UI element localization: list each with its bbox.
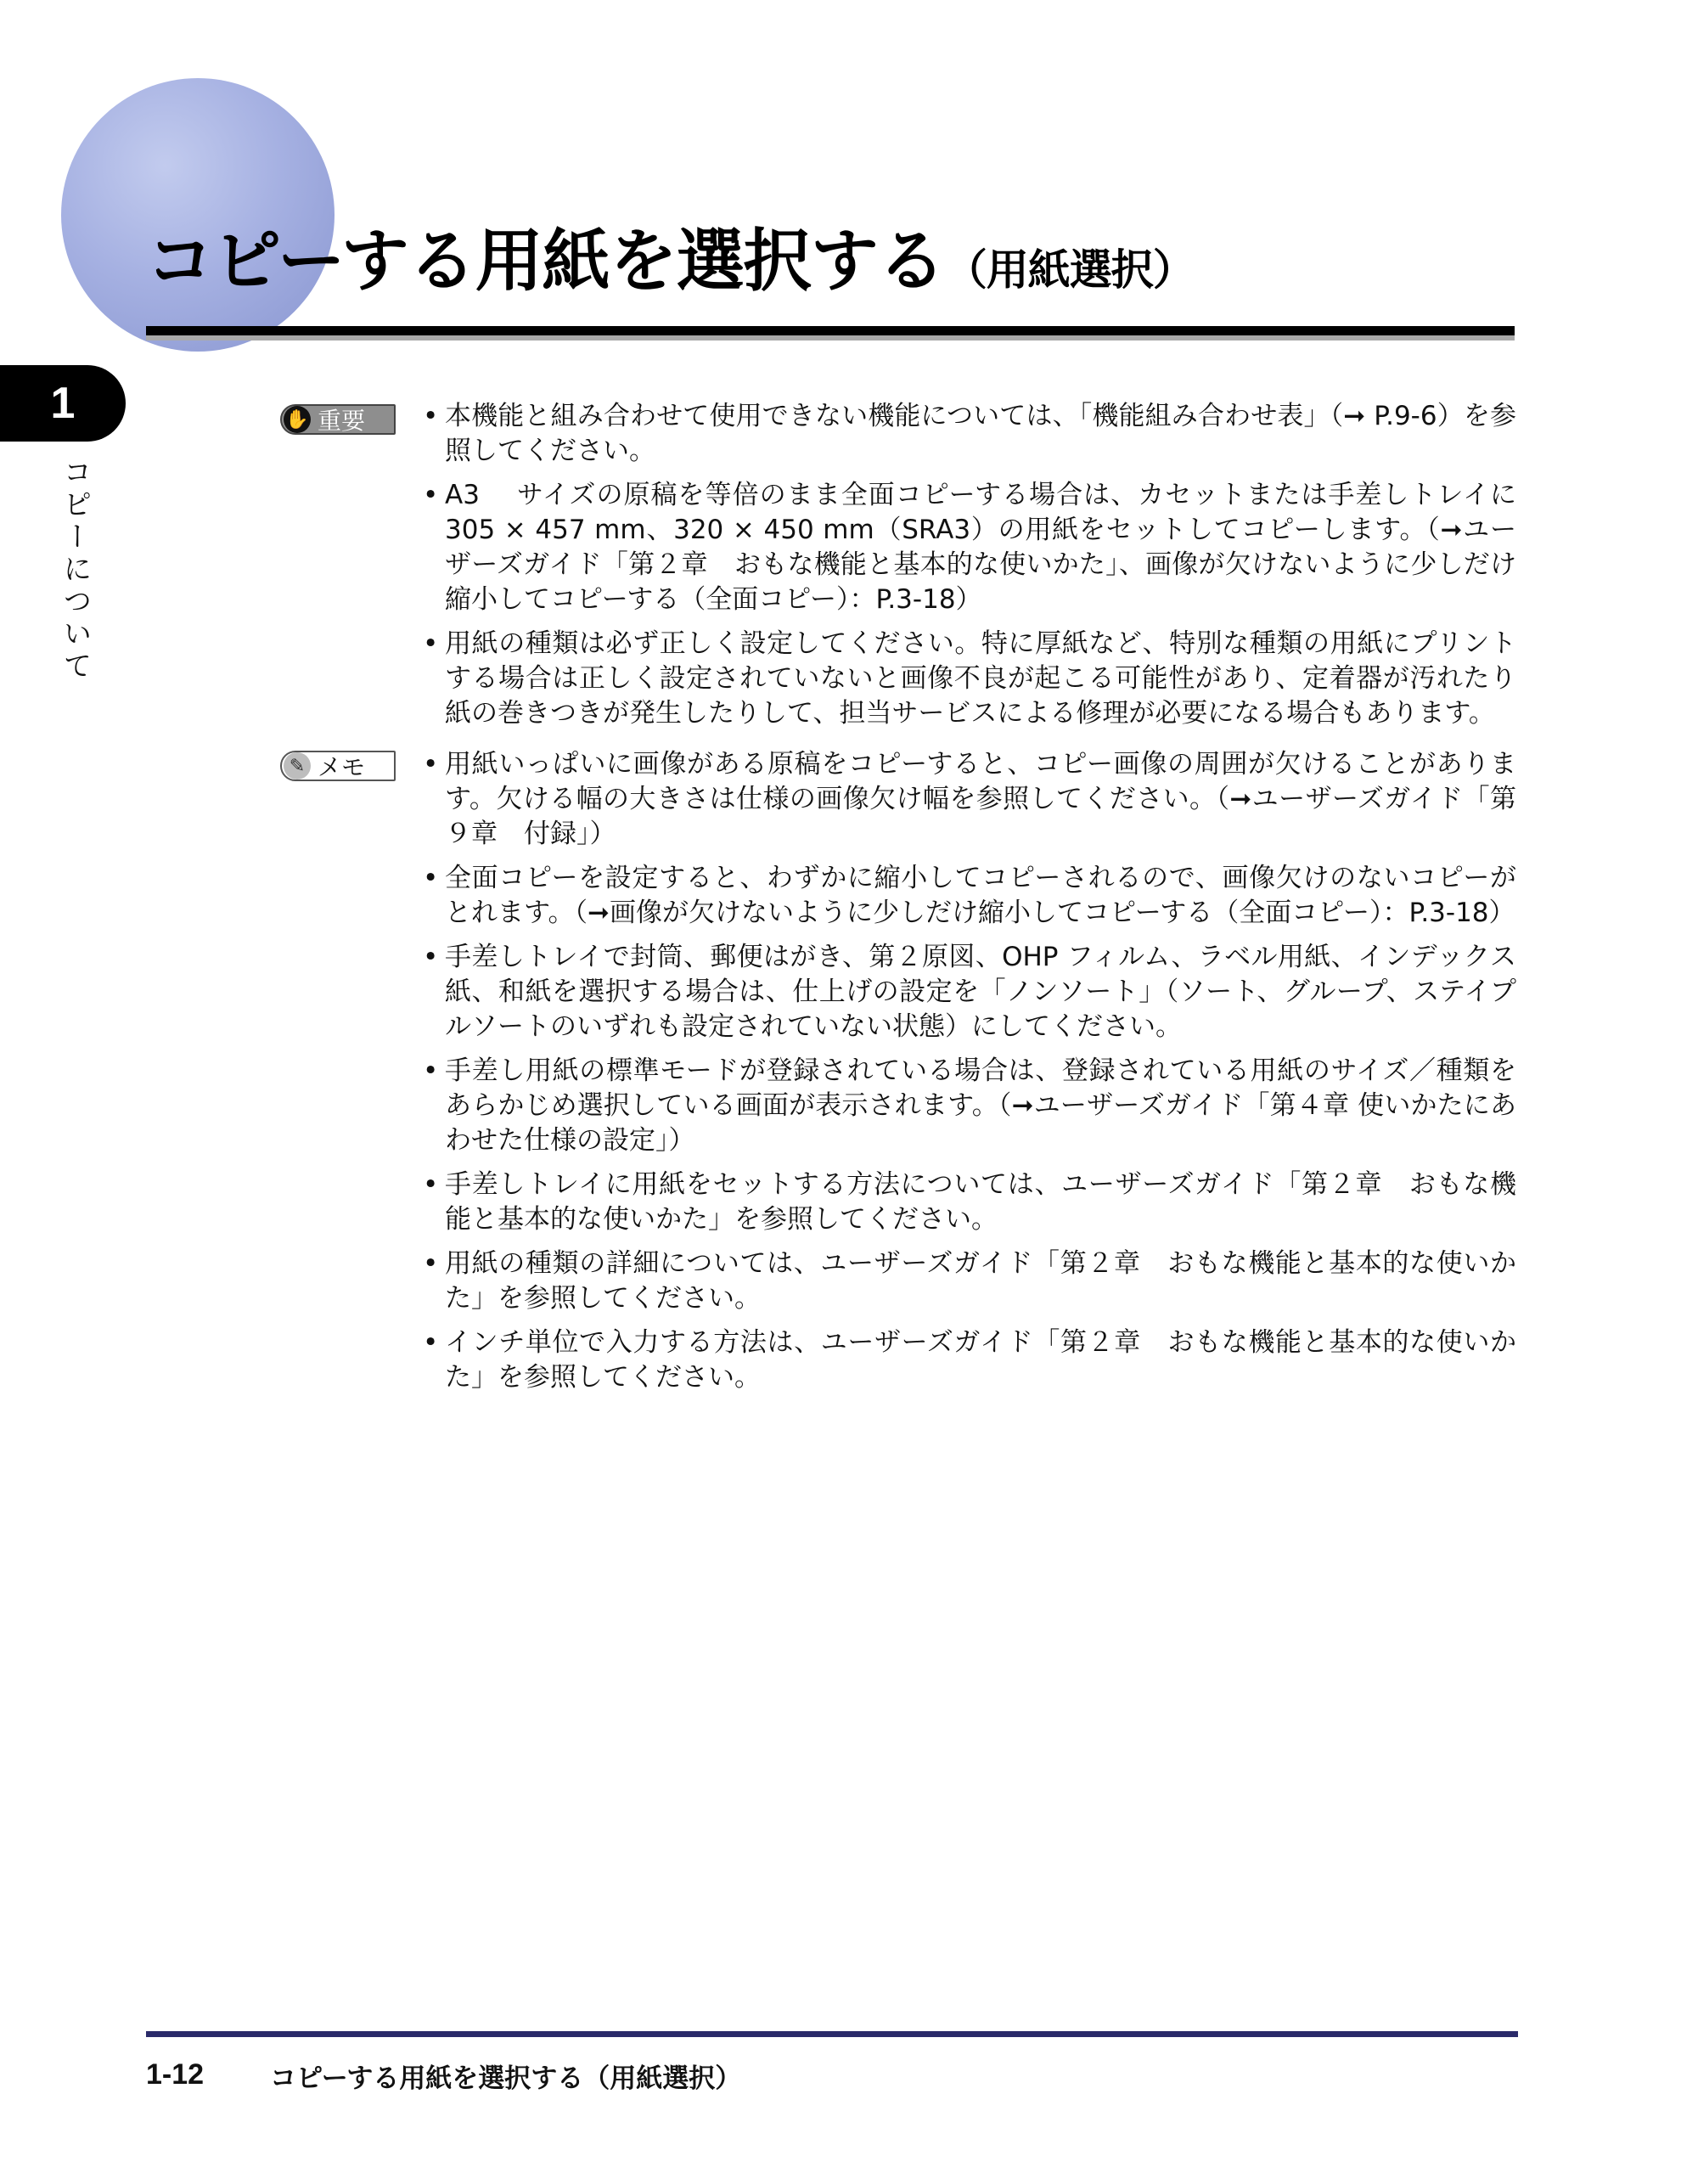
list-item: • 用紙の種類は必ず正しく設定してください。特に厚紙など、特別な種類の用紙にプリントする場合は正しく設定されていないと画像不良が起こる可能性があり、定着器が汚れたり紙の巻きつきが発生したりして、担当サービスによる修理が必要になる場合もあります。 (426, 627, 1516, 731)
list-item: • 手差しトレイに用紙をセットする方法については、ユーザーズガイド「第２章 おもな機能と基本的な使いかた」を参照してください。 (426, 1168, 1516, 1237)
chapter-name: コピーについて (58, 457, 92, 683)
list-item: • 手差し用紙の標準モードが登録されている場合は、登録されている用紙のサイズ／種類をあらかじめ選択している画面が表示されます。（➞ユーザーズガイド「第４章 使いかたにあわせた仕様の設定」） (426, 1054, 1516, 1158)
footer-page-number: 1-12 (146, 2058, 205, 2091)
pencil-icon: ✎ (284, 752, 311, 780)
memo-list (426, 747, 1516, 1404)
hand-icon: ✋ (284, 406, 311, 433)
chapter-tab (0, 365, 126, 442)
page-title-sub: （用紙選択） (944, 245, 1195, 295)
memo-label (280, 751, 396, 781)
memo-label-text: メモ (318, 753, 366, 781)
page-title-main: コピーする用紙を選択する (146, 222, 945, 301)
important-label-text: 重要 (318, 407, 366, 435)
list-item: • 手差しトレイで封筒、郵便はがき、第２原図、OHP フィルム、ラベル用紙、インデックス紙、和紙を選択する場合は、仕上げの設定を「ノンソート」（ソート、グループ、ステイプルソートのいずれも設定されていない状態）にしてください。 (426, 940, 1516, 1044)
list-item: • A3 サイズの原稿を等倍のまま全面コピーする場合は、カセットまたは手差しトレイに305 × 457 mm、320 × 450 mm（SRA3）の用紙をセットしてコピーします。（➞ユーザーズガイド「第２章 おもな機能と基本的な使いかた」、画像が欠けないように少しだけ縮小してコピーする（全面コピー）：P.3-18） (426, 478, 1516, 617)
important-label (280, 404, 396, 435)
list-item: • 用紙の種類の詳細については、ユーザーズガイド「第２章 おもな機能と基本的な使いかた」を参照してください。 (426, 1247, 1516, 1316)
important-list (426, 399, 1516, 740)
decorative-circle (61, 78, 335, 352)
page-title (146, 222, 1195, 301)
list-item: • 用紙いっぱいに画像がある原稿をコピーすると、コピー画像の周囲が欠けることがあります。欠ける幅の大きさは仕様の画像欠け幅を参照してください。（➞ユーザーズガイド「第９章 付録」） (426, 747, 1516, 852)
list-item: • インチ単位で入力する方法は、ユーザーズガイド「第２章 おもな機能と基本的な使いかた」を参照してください。 (426, 1326, 1516, 1395)
chapter-number: 1 (50, 379, 76, 428)
footer-title: コピーする用紙を選択する（用紙選択） (270, 2063, 742, 2094)
title-rule (146, 326, 1515, 335)
list-item: • 全面コピーを設定すると、わずかに縮小してコピーされるので、画像欠けのないコピーがとれます。（➞画像が欠けないように少しだけ縮小してコピーする（全面コピー）：P.3-18） (426, 861, 1516, 931)
title-rule-shadow (146, 335, 1515, 341)
list-item: • 本機能と組み合わせて使用できない機能については、「機能組み合わせ表」（➞ P.9-6）を参照してください。 (426, 399, 1516, 469)
footer-rule (146, 2031, 1518, 2037)
